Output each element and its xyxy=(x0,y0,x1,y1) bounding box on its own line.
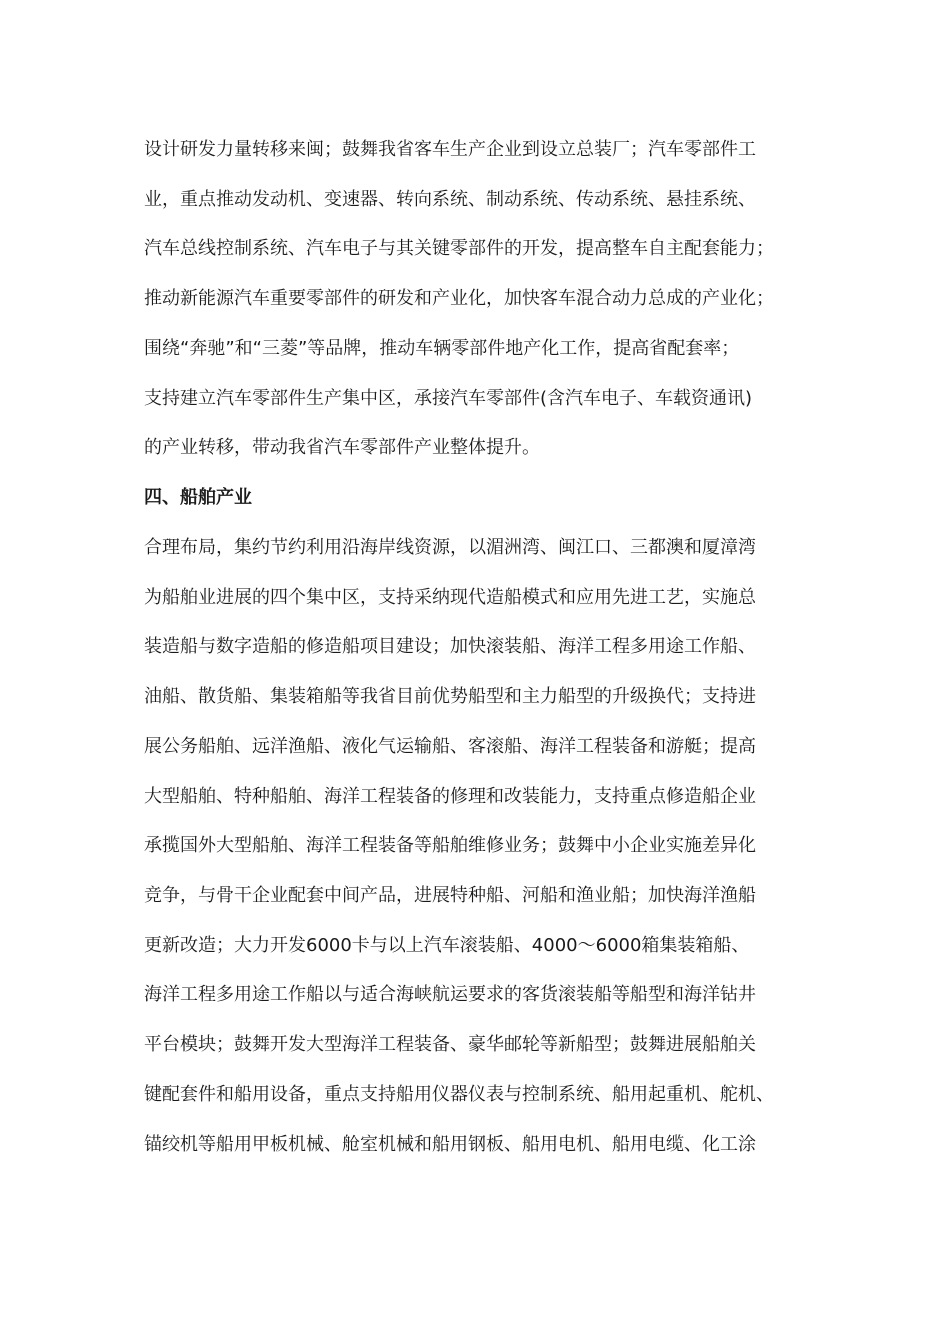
paragraph-line: 装造船与数字造船的修造船项目建设；加快滚装船、海洋工程多用途工作船、 xyxy=(144,636,756,657)
paragraph-line: 设计研发力量转移来闽；鼓舞我省客车生产企业到设立总装厂；汽车零部件工 xyxy=(144,139,756,160)
paragraph-line: 的产业转移，带动我省汽车零部件产业整体提升。 xyxy=(144,437,540,458)
paragraph-line: 竞争，与骨干企业配套中间产品，进展特种船、河船和渔业船；加快海洋渔船 xyxy=(144,885,756,906)
paragraph-line: 海洋工程多用途工作船以与适合海峡航运要求的客货滚装船等船型和海洋钻井 xyxy=(144,984,756,1005)
paragraph-line: 围绕“奔驰”和“三菱”等品牌，推动车辆零部件地产化工作，提高省配套率； xyxy=(144,338,740,359)
paragraph-line: 支持建立汽车零部件生产集中区，承接汽车零部件(含汽车电子、车载资通讯) xyxy=(144,388,753,409)
paragraph-line: 承揽国外大型船舶、海洋工程装备等船舶维修业务；鼓舞中小企业实施差异化 xyxy=(144,835,756,856)
paragraph-line: 汽车总线控制系统、汽车电子与其关键零部件的开发，提高整车自主配套能力； xyxy=(144,238,774,259)
paragraph-line: 为船舶业进展的四个集中区，支持采纳现代造船模式和应用先进工艺，实施总 xyxy=(144,587,756,608)
paragraph-line: 业，重点推动发动机、变速器、转向系统、制动系统、传动系统、悬挂系统、 xyxy=(144,189,756,210)
paragraph-line: 键配套件和船用设备，重点支持船用仪器仪表与控制系统、船用起重机、舵机、 xyxy=(144,1084,774,1105)
section-heading: 四、船舶产业 xyxy=(144,487,252,508)
paragraph-line: 平台模块；鼓舞开发大型海洋工程装备、豪华邮轮等新船型；鼓舞进展船舶关 xyxy=(144,1034,756,1055)
paragraph-line: 锚绞机等船用甲板机械、舱室机械和船用钢板、船用电机、船用电缆、化工涂 xyxy=(144,1134,756,1155)
paragraph-line: 合理布局，集约节约利用沿海岸线资源，以湄洲湾、闽江口、三都澳和厦漳湾 xyxy=(144,537,756,558)
paragraph-line: 推动新能源汽车重要零部件的研发和产业化，加快客车混合动力总成的产业化； xyxy=(144,288,774,309)
paragraph-line: 油船、散货船、集装箱船等我省目前优势船型和主力船型的升级换代；支持进 xyxy=(144,686,756,707)
paragraph-line: 大型船舶、特种船舶、海洋工程装备的修理和改装能力，支持重点修造船企业 xyxy=(144,786,756,807)
paragraph-line: 展公务船舶、远洋渔船、液化气运输船、客滚船、海洋工程装备和游艇；提高 xyxy=(144,736,756,757)
paragraph-line: 更新改造；大力开发6000卡与以上汽车滚装船、4000～6000箱集装箱船、 xyxy=(144,935,750,956)
